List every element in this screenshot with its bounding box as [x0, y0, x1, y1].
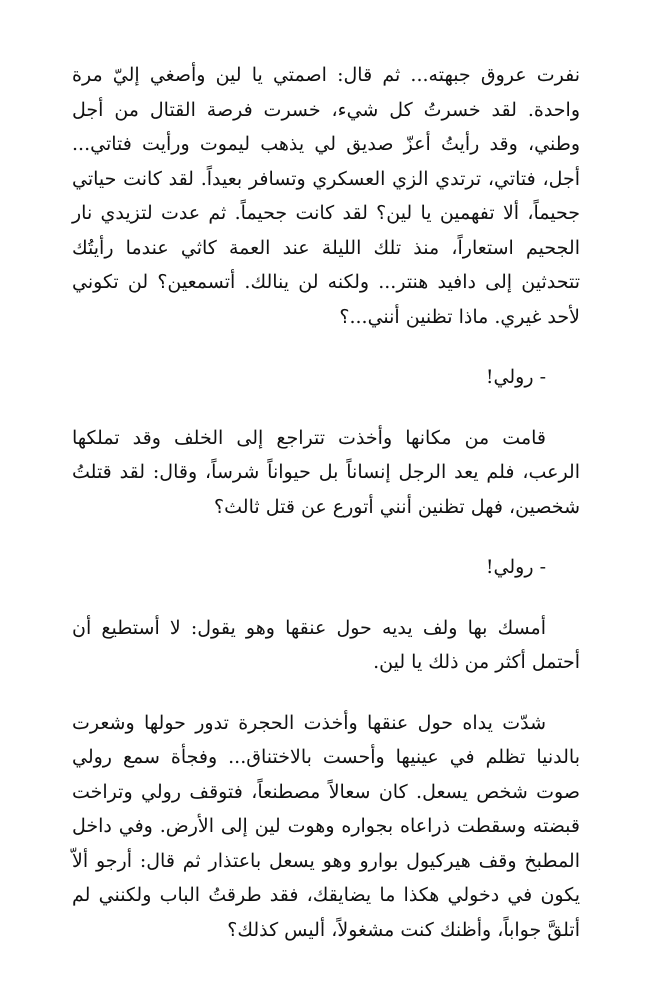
paragraph-lynn-retreats: قامت من مكانها وأخذت تتراجع إلى الخلف وقد تملكها الرعب، فلم يعد الرجل إنساناً بل حيواناً شرساً، وقال: لقد قتلتُ شخصين، فهل تظنين أنني أتورع عن قتل ثالث؟	[72, 426, 580, 518]
paragraph-gap	[72, 524, 580, 550]
dialogue-line-rowley: - رولي!	[485, 556, 546, 578]
book-page	[72, 58, 580, 947]
paragraph-poirot-arrives: شدّت يداه حول عنقها وأخذت الحجرة تدور حولها وشعرت بالدنيا تظلم في عينيها وأحست بالاختناق... وفجأة سمع رولي صوت شخص يسعل. كان سعالاً مصطنعاً، فتوقف رولي وتراخت قبضته وسقطت ذراعاه بجواره وهوت لين إلى الأرض. وفي داخل المطبخ وقف هيركيول بوارو وهو يسعل باعتذار ثم قال: أرجو ألاّ يكون في دخولي هكذا ما يضايقك، فقد طرقتُ الباب ولكنني لم أتلقَّ جواباً، وأظنك كنت مشغولاً، أليس كذلك؟	[72, 711, 580, 941]
paragraph-gap	[72, 585, 580, 611]
paragraph-gap	[72, 395, 580, 421]
paragraph-gap	[72, 680, 580, 706]
paragraph-rowley-speech: نفرت عروق جبهته... ثم قال: اصمتي يا لين وأصغي إليّ مرة واحدة. لقد خسرتُ كل شيء، خسرت فرصة القتال من أجل وطني، وقد رأيتُ أعزّ صديق لي يذهب ليموت ورأيت فتاتي... أجل، فتاتي، ترتدي الزي العسكري وتسافر بعيداً. لقد كانت حياتي جحيماً، ألا تفهمين يا لين؟ لقد كانت جحيماً. ثم عدت لتزيدي نار الجحيم استعاراً، منذ تلك الليلة عند العمة كاثي عندما رأيتُك تتحدثين إلى دافيد هنتر... ولكنه لن ينالك. أتسمعين؟ لن تكوني لأحد غيري. ماذا تظنين أنني...؟	[72, 64, 580, 328]
paragraph-grabs-neck: أمسك بها ولف يديه حول عنقها وهو يقول: لا أستطيع أن أحتمل أكثر من ذلك يا لين.	[72, 616, 580, 673]
paragraph-gap	[72, 334, 580, 360]
dialogue-line-rowley: - رولي!	[485, 366, 546, 388]
